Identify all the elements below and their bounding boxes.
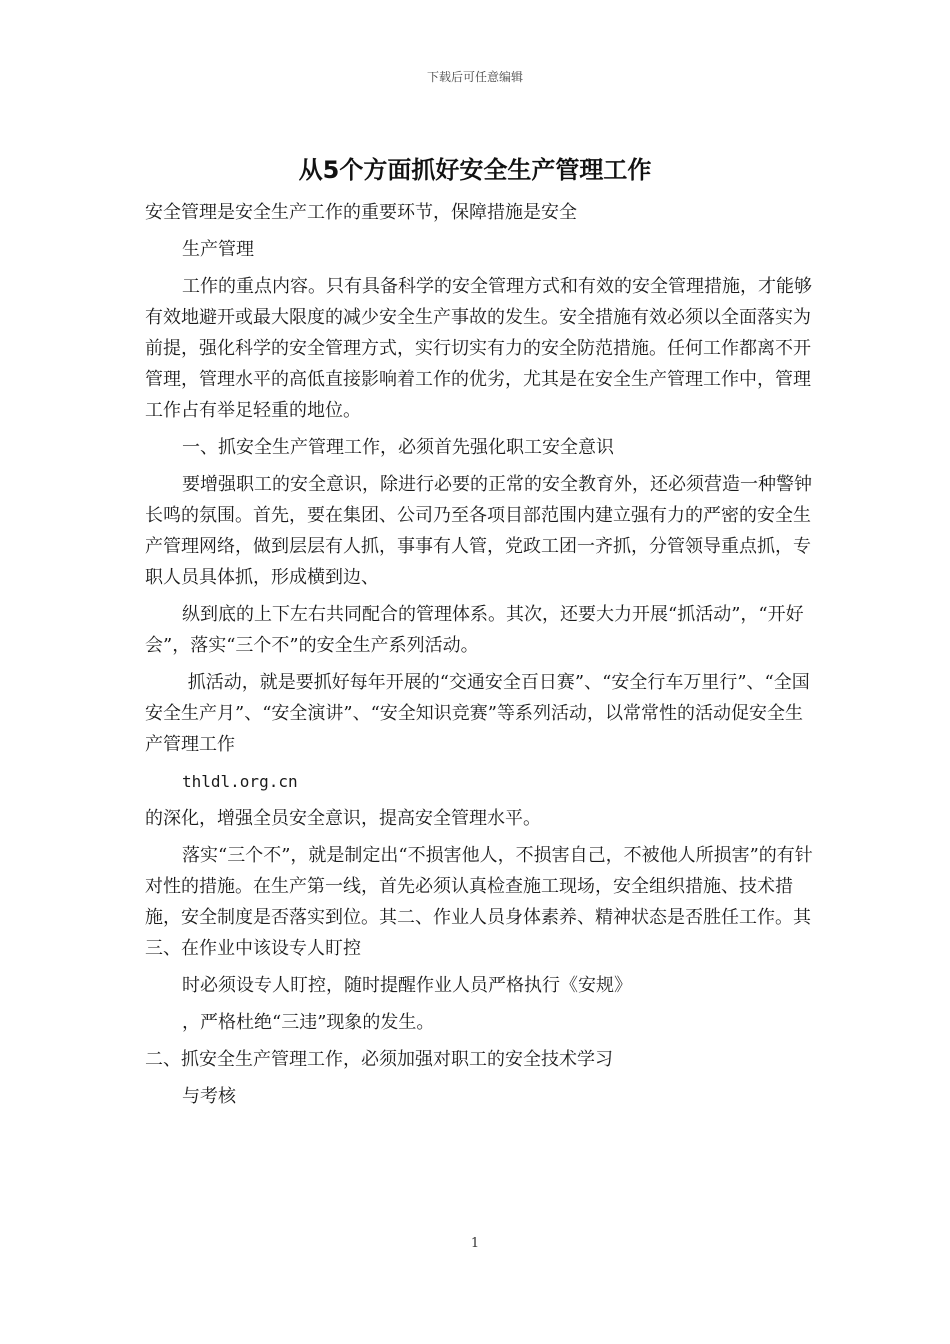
paragraph-7: 的深化，增强全员安全意识，提高安全管理水平。 bbox=[145, 808, 541, 829]
paragraph-5: 纵到底的上下左右共同配合的管理体系。其次，还要大力开展“抓活动”，“开好会”，落实“三个不”的安全生产系列活动。 bbox=[145, 604, 804, 656]
section-heading-2: 二、抓安全生产管理工作，必须加强对职工的安全技术学习 bbox=[145, 1049, 613, 1070]
paragraph-6: 抓活动，就是要抓好每年开展的“交通安全百日赛”、“安全行车万里行”、“全国安全生产月”、“安全演讲”、“安全知识竞赛”等系列活动，以常常性的活动促安全生产管理工作 bbox=[145, 672, 810, 755]
paragraph-2: 生产管理 bbox=[182, 239, 254, 260]
paragraph-11: 与考核 bbox=[182, 1086, 236, 1107]
page-number: 1 bbox=[470, 1236, 480, 1251]
document-title: 从5个方面抓好安全生产管理工作 bbox=[298, 156, 652, 184]
paragraph-3: 工作的重点内容。只有具备科学的安全管理方式和有效的安全管理措施，才能够有效地避开或最大限度的减少安全生产事故的发生。安全措施有效必须以全面落实为前提，强化科学的安全管理方式，实行切实有力的安全防范措施。任何工作都离不开管理，管理水平的高低直接影响着工作的优劣，尤其是在安全生产管理工作中，管理工作占有举足轻重的地位。 bbox=[145, 276, 812, 421]
paragraph-1: 安全管理是安全生产工作的重要环节，保障措施是安全 bbox=[145, 202, 577, 223]
document-body bbox=[145, 197, 815, 1118]
paragraph-9: 时必须设专人盯控，随时提醒作业人员严格执行《安规》 bbox=[182, 975, 632, 996]
paragraph-4: 要增强职工的安全意识，除进行必要的正常的安全教育外，还必须营造一种警钟长鸣的氛围。首先，要在集团、公司乃至各项目部范围内建立强有力的严密的安全生产管理网络，做到层层有人抓，事事有人管，党政工团一齐抓，分管领导重点抓，专职人员具体抓，形成横到边、 bbox=[145, 474, 812, 588]
page-header: 下载后可任意编辑 bbox=[426, 70, 523, 84]
paragraph-10: ，严格杜绝“三违”现象的发生。 bbox=[182, 1012, 435, 1033]
paragraph-8: 落实“三个不”，就是制定出“不损害他人，不损害自己，不被他人所损害”的有针对性的措施。在生产第一线，首先必须认真检查施工现场，安全组织措施、技术措施，安全制度是否落实到位。其二、作业人员身体素养、精神状态是否胜任工作。其三、在作业中该设专人盯控 bbox=[145, 845, 813, 959]
section-heading-1: 一、抓安全生产管理工作，必须首先强化职工安全意识 bbox=[182, 437, 614, 458]
website-text: thldl.org.cn bbox=[182, 772, 298, 791]
